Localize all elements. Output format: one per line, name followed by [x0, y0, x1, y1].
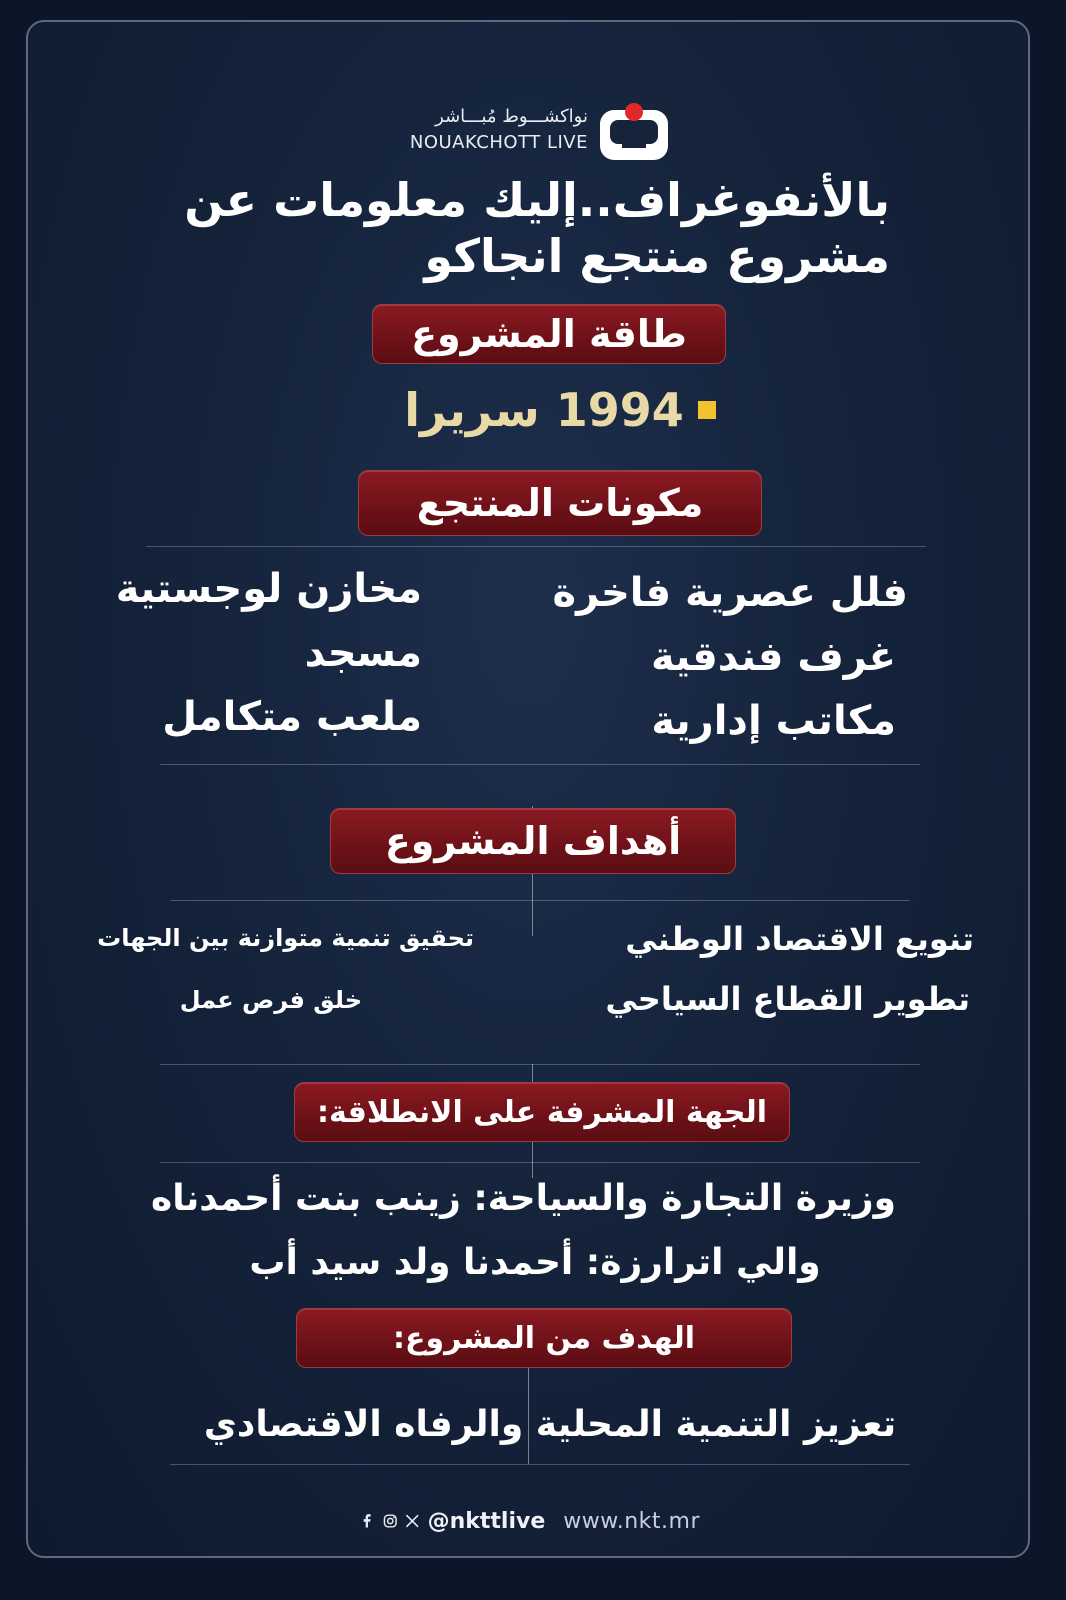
component-item: مسجد	[304, 630, 422, 676]
brand-name-english: NOUAKCHOTT LIVE	[409, 132, 588, 153]
component-item: فلل عصرية فاخرة	[552, 570, 908, 616]
headline-line-1: بالأنفوغراف..إليك معلومات عن	[184, 173, 890, 227]
instagram-icon[interactable]	[383, 1511, 398, 1531]
brand-name-arabic: نواكشـــوط مُبـــاشر	[435, 106, 588, 127]
vertical-divider	[532, 1064, 533, 1084]
objective-item: تنويع الاقتصاد الوطني	[625, 920, 974, 958]
component-item: ملعب متكامل	[162, 694, 422, 740]
components-heading-pill: مكونات المنتجع	[358, 470, 762, 536]
component-item: غرف فندقية	[651, 634, 896, 680]
divider	[160, 764, 920, 765]
x-icon[interactable]	[405, 1511, 420, 1531]
divider	[160, 1162, 920, 1163]
divider	[170, 1464, 910, 1465]
goal-text: تعزيز التنمية المحلية والرفاه الاقتصادي	[203, 1404, 897, 1445]
vertical-divider	[532, 1142, 533, 1178]
objective-item: تطوير القطاع السياحي	[605, 980, 970, 1018]
objective-item: خلق فرص عمل	[179, 986, 362, 1014]
brand-logo	[392, 100, 672, 170]
capacity-value-text: 1994 سريرا	[404, 383, 684, 437]
bullet-square-icon	[698, 401, 716, 419]
social-handle[interactable]: @nkttlive	[427, 1508, 546, 1534]
divider	[146, 546, 926, 547]
supervisors-heading-pill: الجهة المشرفة على الانطلاقة:	[294, 1082, 790, 1142]
facebook-icon[interactable]	[360, 1511, 375, 1531]
capacity-heading-pill: طاقة المشروع	[372, 304, 726, 364]
objective-item: تحقيق تنمية متوازنة بين الجهات	[97, 924, 474, 952]
component-item: مكاتب إدارية	[651, 698, 896, 744]
supervisor-line	[150, 1178, 910, 1219]
logo-mark-icon	[596, 100, 672, 164]
capacity-value	[380, 380, 740, 440]
divider	[160, 1064, 920, 1065]
supervisor-line	[150, 1242, 920, 1283]
supervisor-minister: وزيرة التجارة والسياحة: زينب بنت أحمدناه	[150, 1178, 896, 1219]
footer	[360, 1506, 700, 1536]
goal-heading-pill: الهدف من المشروع:	[296, 1308, 792, 1368]
website-url[interactable]: www.nkt.mr	[563, 1508, 700, 1534]
component-item: مخازن لوجستية	[115, 566, 422, 612]
headline-line-2: مشروع منتجع انجاكو	[424, 229, 890, 283]
supervisor-governor: والي اترارزة: أحمدنا ولد سيد أب	[249, 1242, 821, 1283]
objectives-heading-pill: أهداف المشروع	[330, 808, 736, 874]
divider	[170, 900, 910, 901]
